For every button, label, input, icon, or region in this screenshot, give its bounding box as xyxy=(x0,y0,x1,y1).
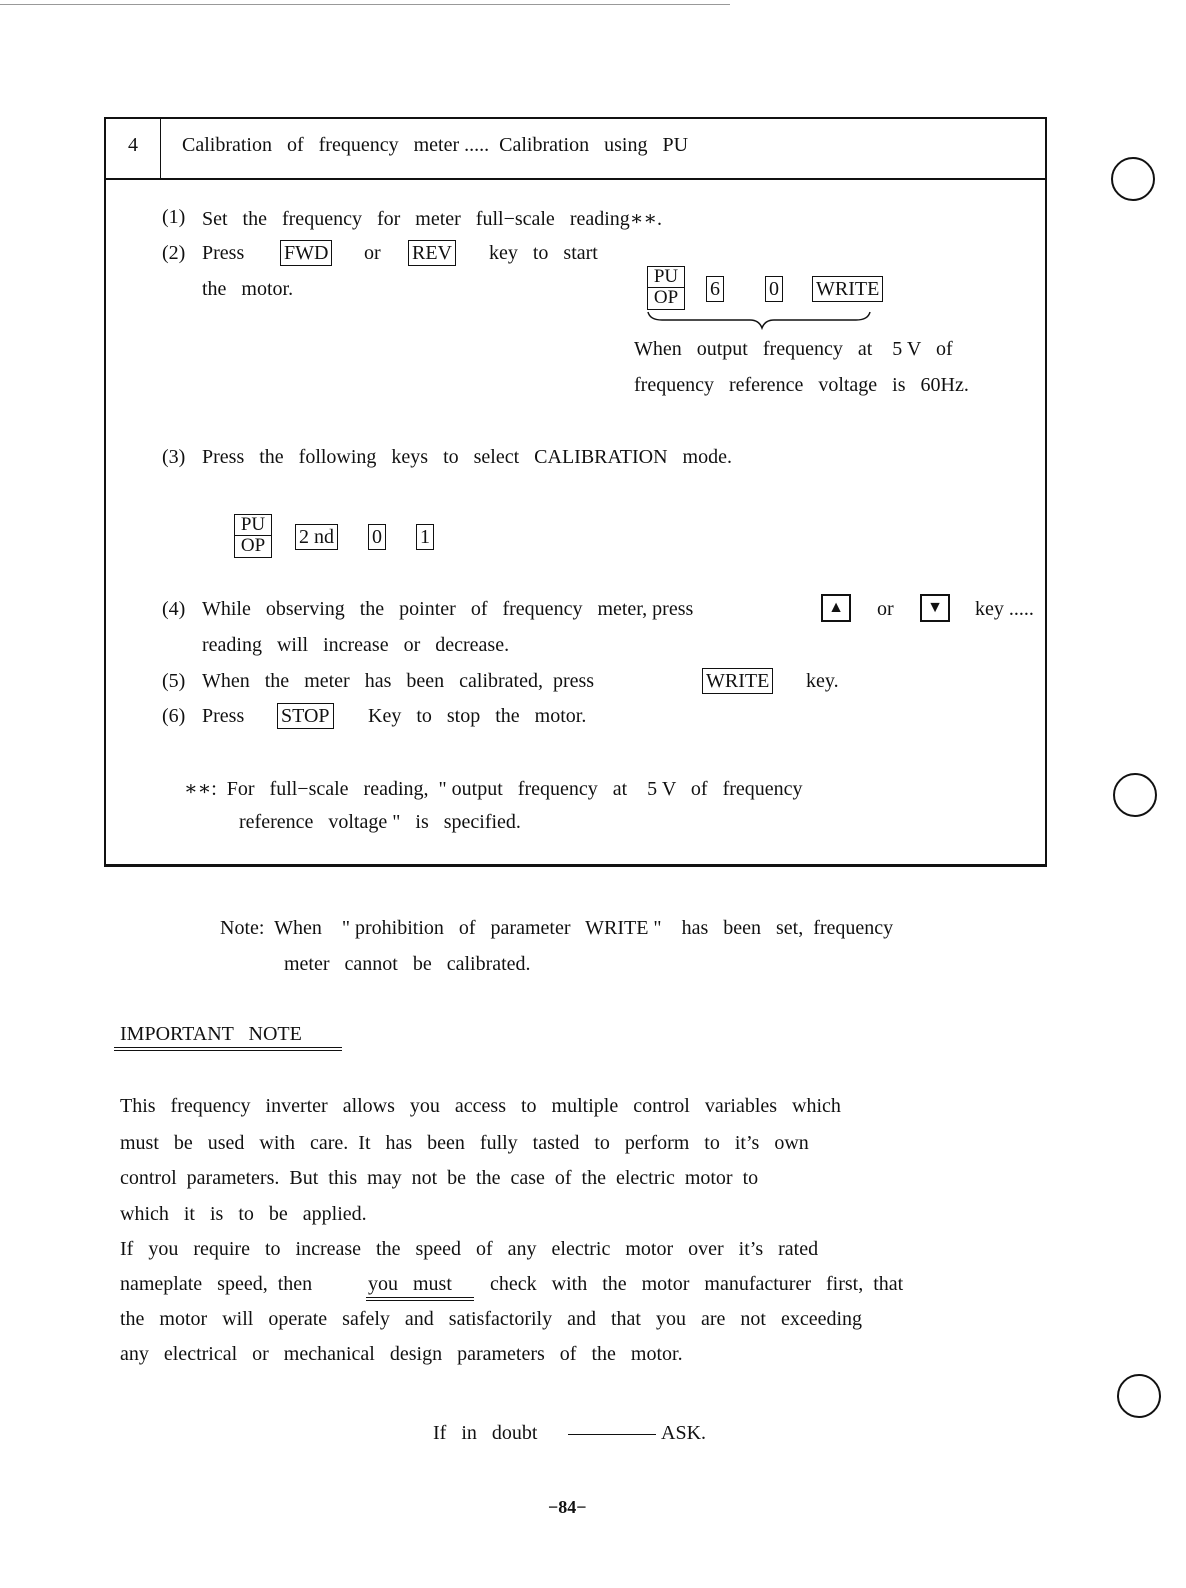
important-para-line-2: must be used with care. It has been fully tasted to perform to it’s own xyxy=(120,1132,809,1154)
box-number-divider xyxy=(160,119,161,179)
note-line-1: Note: When " prohibition of parameter WRITE " has been set, frequency xyxy=(220,917,894,939)
important-para-line-8: any electrical or mechanical design parameters of the motor. xyxy=(120,1343,683,1365)
pu-op-key xyxy=(647,266,685,310)
step-1-number: (1) xyxy=(162,206,186,228)
important-para-line-6b-emphasis: you must xyxy=(368,1273,452,1295)
important-para-line-7: the motor will operate safely and satisfactorily and that you are not exceeding xyxy=(120,1308,863,1330)
footnote-line-2: reference voltage " is specified. xyxy=(239,811,521,833)
important-para-line-6c: check with the motor manufacturer first, that xyxy=(490,1273,904,1295)
write-key-2: WRITE xyxy=(702,668,773,694)
important-para-line-6a: nameplate speed, then xyxy=(120,1273,313,1295)
write-key: WRITE xyxy=(812,276,883,302)
step-2-number: (2) xyxy=(162,242,186,264)
note-line-2: meter cannot be calibrated. xyxy=(284,953,531,975)
step-3-text: Press the following keys to select CALIBRATION mode. xyxy=(202,446,732,468)
doubt-dash xyxy=(568,1434,656,1435)
step-6-number: (6) xyxy=(162,705,186,727)
up-arrow-icon: ▲ xyxy=(828,599,844,616)
step-6-end: Key to stop the motor. xyxy=(368,705,587,727)
up-arrow-key xyxy=(821,594,851,622)
binder-hole-3 xyxy=(1117,1374,1161,1418)
key-1: 1 xyxy=(416,524,434,550)
important-heading: IMPORTANT NOTE xyxy=(120,1023,302,1045)
step-4-number: (4) xyxy=(162,598,186,620)
step-2-or: or xyxy=(364,242,381,264)
pu-op-key-2 xyxy=(234,514,272,558)
step-2-press: Press xyxy=(202,242,245,264)
important-para-line-1: This frequency inverter allows you access to multiple control variables which xyxy=(120,1095,841,1117)
emphasis-underline xyxy=(366,1297,474,1301)
step-4-or: or xyxy=(877,598,894,620)
step-5-text: When the meter has been calibrated, press xyxy=(202,670,595,692)
step-5-end: key. xyxy=(806,670,839,692)
step-2-continuation: the motor. xyxy=(202,278,294,300)
fwd-key: FWD xyxy=(280,240,332,266)
doubt-left: If in doubt xyxy=(433,1422,538,1444)
section-number: 4 xyxy=(128,134,138,156)
important-heading-underline xyxy=(114,1047,342,1051)
pu-op-key-bottom: OP xyxy=(653,287,679,308)
top-rule xyxy=(0,4,730,5)
step-4-text: While observing the pointer of frequency meter, press xyxy=(202,598,694,620)
step-3-number: (3) xyxy=(162,446,186,468)
footnote-line-1: ∗∗: For full−scale reading, " output frequency at 5 V of frequency xyxy=(184,778,803,800)
bracket-brace xyxy=(646,310,872,330)
step-4-continuation: reading will increase or decrease. xyxy=(202,634,510,656)
key-0: 0 xyxy=(765,276,783,302)
step-1-text: Set the frequency for meter full−scale reading∗∗. xyxy=(202,208,662,230)
page-number: −84− xyxy=(548,1497,587,1517)
rev-key: REV xyxy=(408,240,456,266)
key-2nd: 2 nd xyxy=(295,524,338,550)
sequence-1-note-line-1: When output frequency at 5 V of xyxy=(634,338,953,360)
pu-op-key-2-bottom: OP xyxy=(240,535,266,556)
step-5-number: (5) xyxy=(162,670,186,692)
binder-hole-1 xyxy=(1111,157,1155,201)
pu-op-key-top: PU xyxy=(648,267,684,288)
binder-hole-2 xyxy=(1113,773,1157,817)
important-para-line-5: If you require to increase the speed of any electric motor over it’s rated xyxy=(120,1238,819,1260)
important-para-line-3: control parameters. But this may not be the case of the electric motor to xyxy=(120,1167,759,1189)
section-title: Calibration of frequency meter ..... Calibration using PU xyxy=(182,134,689,156)
box-header-divider xyxy=(106,178,1047,180)
doubt-right: ASK. xyxy=(661,1422,707,1444)
step-2-rest: key to start xyxy=(489,242,598,264)
stop-key: STOP xyxy=(277,703,334,729)
key-6: 6 xyxy=(706,276,724,302)
step-6-text: Press xyxy=(202,705,245,727)
important-para-line-4: which it is to be applied. xyxy=(120,1203,367,1225)
key-0-b: 0 xyxy=(368,524,386,550)
step-4-key-label: key ..... xyxy=(975,598,1034,620)
down-arrow-icon: ▼ xyxy=(927,599,943,616)
pu-op-key-2-top: PU xyxy=(235,515,271,536)
sequence-1-note-line-2: frequency reference voltage is 60Hz. xyxy=(634,374,969,396)
down-arrow-key xyxy=(920,594,950,622)
